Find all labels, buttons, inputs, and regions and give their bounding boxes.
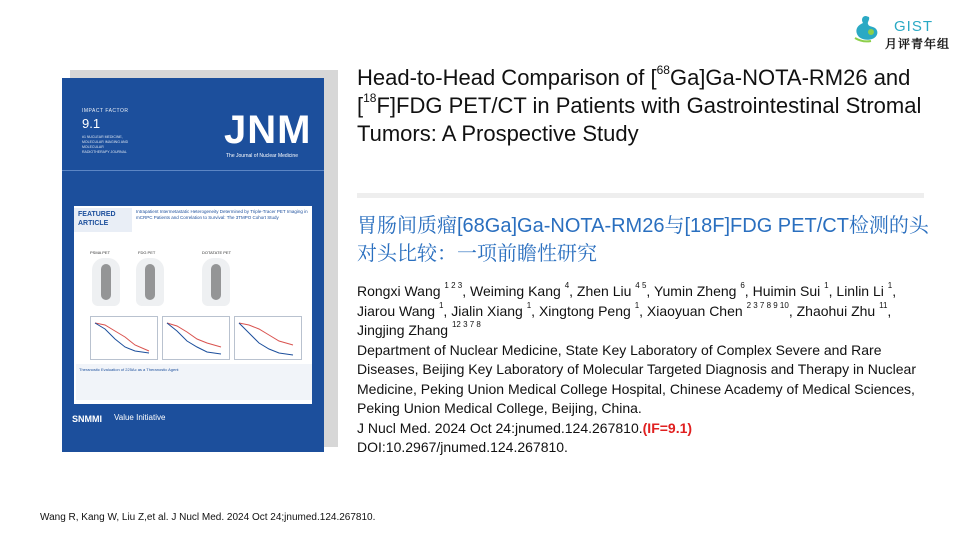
author-affiliation-number: 1 <box>438 300 444 310</box>
author-name: Xingtong Peng <box>538 302 635 319</box>
author-name: Zhen Liu <box>576 283 636 299</box>
scan-label-dotatate: DOTATATE PET <box>202 250 232 255</box>
article-title: Head-to-Head Comparison of [$^{68}$Ga]Ga-NOTA-RM26 and [$^{18}$F]FDG PET/CT in Patients with Gastrointestinal Stromal Tumors: A Prospective Study <box>357 63 922 146</box>
title-divider <box>357 193 924 198</box>
author-block <box>357 282 932 458</box>
author-affiliation-number: 1 <box>526 300 532 310</box>
journal-full-name: The Journal of Nuclear Medicine <box>226 153 298 159</box>
affiliation: Department of Nuclear Medicine, State Key Laboratory of Complex Severe and Rare Diseases, Beijing Key Laboratory of Molecular Targeted Diagnosis and Therapy in Nuclear Medicine, Peking Union Medical College Hospital, Chinese Academy of Medical Sciences, Peking Union Medical College, Beijing, China. <box>357 341 917 416</box>
author-name: Jingjing Zhang <box>357 322 452 338</box>
author-list: Rongxi Wang $^{1 2 3}$, Weiming Kang $^4$, Zhen Liu $^{4 5}$, Yumin Zheng $^6$, Huimin Sui $^1$, Linlin Li $^1$, Jiarou Wang $^1$, Jialin Xiang $^1$, Xingtong Peng $^1$, Xiaoyuan Chen $^{2 3 7 8 9 10}$, Zhaohui Zhu $^{11}$, Jingjing Zhang $^{12 3 7 8}$ <box>357 281 897 338</box>
survival-curve-image <box>90 316 158 360</box>
author-name: Xiaoyuan Chen <box>646 302 747 319</box>
author-affiliation-number: 6 <box>740 281 745 290</box>
cover-bottom-note: Theranostic Evaluation of 225Ac as a Theranostic Agent <box>76 364 312 400</box>
author-affiliation-number: 1 <box>634 300 640 310</box>
footer-reference: Wang R, Kang W, Liu Z,et al. J Nucl Med. 2024 Oct 24;jnumed.124.267810. <box>40 512 376 523</box>
author-name: Huimin Sui <box>752 283 825 299</box>
author-affiliation-number: 1 <box>887 281 893 290</box>
author-name: Rongxi Wang <box>357 283 445 299</box>
logo-subtitle: 月评青年组 <box>885 37 951 51</box>
impact-factor-highlight: (IF=9.1) <box>642 419 693 436</box>
doi: DOI:10.2967/jnumed.124.267810. <box>357 439 568 455</box>
impact-factor-value: 9.1 <box>82 116 101 131</box>
author-affiliation-number: 11 <box>879 300 888 310</box>
publisher-logo: SNMMI <box>72 414 102 424</box>
impact-factor-label: IMPACT FACTOR <box>82 108 129 114</box>
author-affiliation-number: 4 5 <box>635 281 647 290</box>
gist-logo <box>852 12 952 52</box>
author-name: Zhaohui Zhu <box>796 302 880 319</box>
author-name: Linlin Li <box>836 283 888 299</box>
chinese-title: 胃肠间质瘤[68Ga]Ga-NOTA-RM26与[18F]FDG PET/CT检测的头对头比较：一项前瞻性研究 <box>357 215 929 265</box>
citation: J Nucl Med. 2024 Oct 24:jnumed.124.267810. <box>357 419 643 436</box>
gist-stomach-icon <box>852 14 882 44</box>
value-initiative-label: Value Initiative <box>114 413 166 422</box>
pet-scan-image <box>92 258 120 306</box>
author-affiliation-number: 4 <box>564 281 570 290</box>
author-name: Weiming Kang <box>470 283 565 299</box>
pet-scan-image <box>136 258 164 306</box>
author-affiliation-number: 1 2 3 <box>444 281 463 290</box>
survival-curve-image <box>162 316 230 360</box>
author-affiliation-number: 1 <box>824 281 829 290</box>
journal-abbrev: JNM <box>224 108 312 152</box>
featured-label: FEATURED ARTICLE <box>74 208 132 232</box>
impact-factor-rank: #1 NUCLEAR MEDICINE, MOLECULAR IMAGING AND MOLECULAR RADIOTHERAPY JOURNAL <box>82 135 129 154</box>
author-affiliation-number: 12 3 7 8 <box>451 320 481 329</box>
scan-label-fdg: FDG PET <box>138 250 156 255</box>
survival-curve-image <box>234 316 302 360</box>
logo-name: GIST <box>894 18 934 35</box>
author-affiliation-number: 2 3 7 8 9 10 <box>746 300 789 310</box>
cover-divider <box>62 170 324 171</box>
author-name: Jiarou Wang <box>357 302 439 319</box>
author-name: Jialin Xiang <box>451 302 527 319</box>
author-name: Yumin Zheng <box>653 283 741 299</box>
pet-scan-image <box>202 258 230 306</box>
scan-label-psma: PSMA PET <box>90 250 111 255</box>
featured-article-title: Intrapatient Intermetastatic Heterogeneity Determined by Triple-Tracer PET Imaging in mCRPC Patients and Correlation to Survival: The 3TMPO Cohort Study <box>136 209 308 220</box>
journal-cover <box>62 78 324 452</box>
impact-factor-box <box>82 108 130 166</box>
